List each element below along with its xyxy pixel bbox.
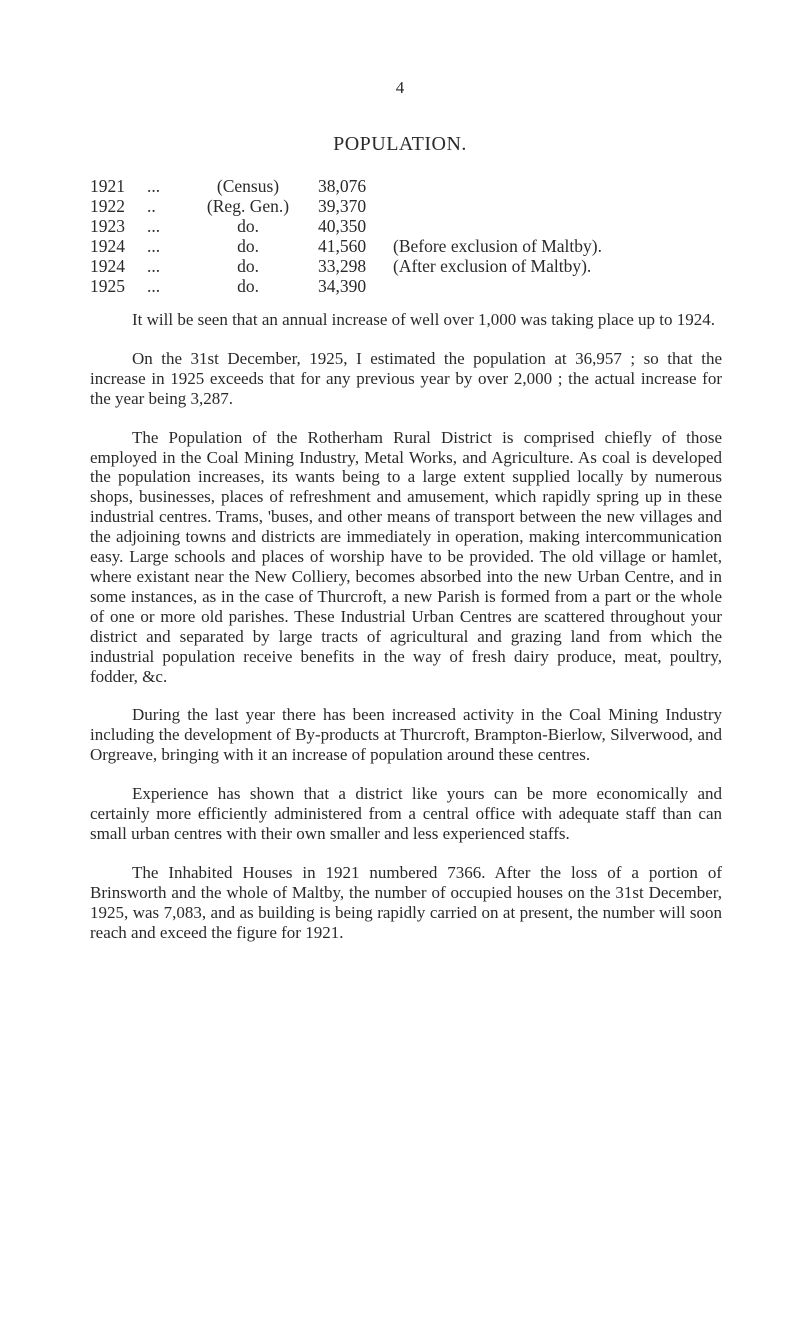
row-source: do. — [237, 276, 259, 296]
row-year: 1921 — [90, 176, 125, 196]
row-year: 1924 — [90, 236, 125, 256]
row-population: 41,560 — [318, 236, 367, 256]
page-number: 4 — [395, 78, 405, 97]
row-year: 1922 — [90, 196, 125, 216]
row-year: 1923 — [90, 216, 125, 236]
paragraph-population-composition: The Population of the Rotherham Rural District is comprised chiefly of those employed in the Coal Mining Industry, Metal Works, and Agriculture. As coal is developed the population increases, its wants being to a large extent supplied locally by numerous shops, businesses, places of refreshment and amusement, which rapidly spring up in these industrial centres. Trams, 'buses, and other means of transport between the new villages and the adjoining towns and districts are immediately in operation, making intercommunication easy. Large schools and places of worship have to be provided. The old village or hamlet, where existant near the New Colliery, becomes absorbed into the new Urban Centre, and in some instances, as in the case of Thurcroft, a new Parish is formed from a part or the whole of one or more old parishes. These Industrial Urban Centres are scattered throughout your district and separated by large tracts of agricultural and grazing land from which the industrial population receive benefits in the way of fresh dairy produce, meat, poultry, fodder, &c. — [90, 427, 722, 686]
section-heading: POPULATION. — [333, 133, 467, 155]
row-dots: ... — [147, 176, 161, 196]
row-note: (Before exclusion of Maltby). — [393, 236, 602, 256]
row-population: 38,076 — [318, 176, 367, 196]
row-source: (Reg. Gen.) — [206, 196, 290, 216]
row-note: (After exclusion of Maltby). — [393, 256, 592, 276]
row-source: do. — [237, 256, 259, 276]
row-source: (Census) — [216, 176, 280, 196]
body-text — [90, 310, 722, 961]
row-year: 1925 — [90, 276, 125, 296]
row-dots: .. — [147, 196, 156, 216]
paragraph-administration: Experience has shown that a district like yours can be more economically and certainly more efficiently administered from a central office with adequate staff than can small urban centres with their own smaller and less experienced staffs. — [90, 784, 722, 843]
paragraph-annual-increase: It will be seen that an annual increase of well over 1,000 was taking place up to 1924. — [132, 310, 716, 329]
row-source: do. — [237, 236, 259, 256]
paragraph-estimate-1925: On the 31st December, 1925, I estimated the population at 36,957 ; so that the increase in 1925 exceeds that for any previous year by over 2,000 ; the actual increase for the year being 3,287. — [90, 348, 722, 408]
paragraph-coal-mining-activity: During the last year there has been increased activity in the Coal Mining Industry including the development of By-products at Thurcroft, Brampton-Bierlow, Silverwood, and Orgreave, bringing with it an increase of population around these centres. — [90, 705, 722, 765]
row-dots: ... — [147, 216, 161, 236]
row-population: 33,298 — [318, 256, 367, 276]
row-dots: ... — [147, 256, 161, 276]
paragraph-inhabited-houses: The Inhabited Houses in 1921 numbered 7366. After the loss of a portion of Brinsworth and the whole of Maltby, the number of occupied houses on the 31st December, 1925, was 7,083, and as building is being rapidly carried on at present, the number will soon reach and exceed the figure for 1921. — [90, 862, 722, 942]
row-source: do. — [237, 216, 259, 236]
row-population: 34,390 — [318, 276, 367, 296]
row-population: 39,370 — [318, 196, 367, 216]
row-year: 1924 — [90, 256, 125, 276]
row-dots: ... — [147, 276, 161, 296]
row-population: 40,350 — [318, 216, 367, 236]
row-dots: ... — [147, 236, 161, 256]
